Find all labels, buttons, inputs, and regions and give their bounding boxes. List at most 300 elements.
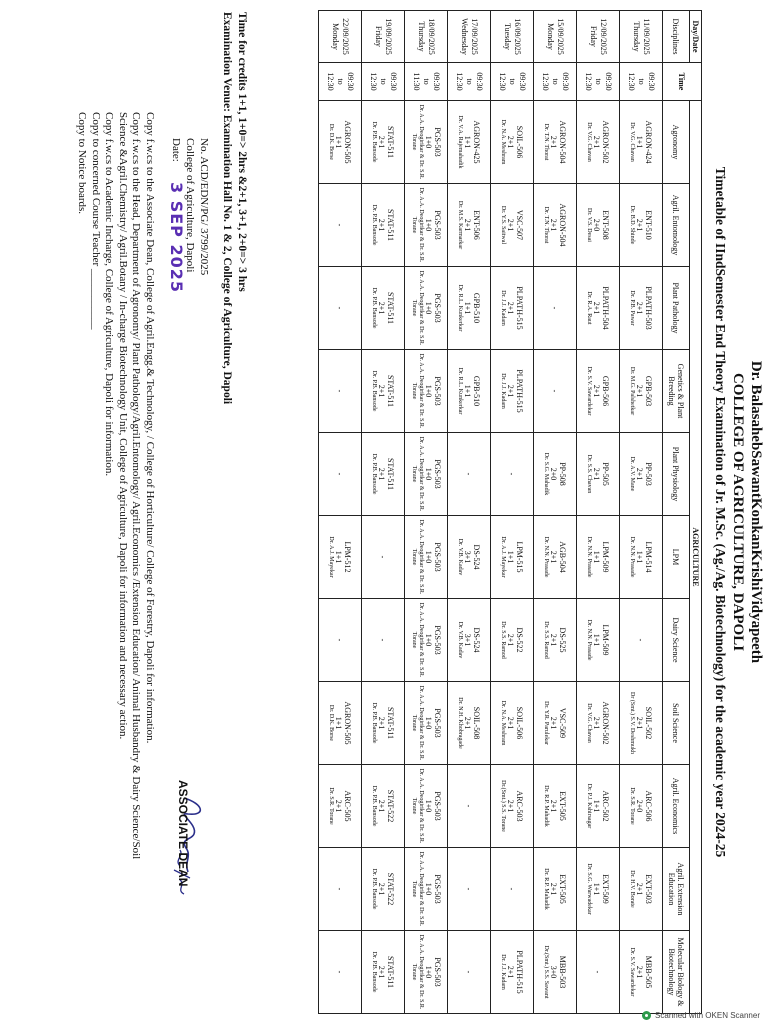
course-cell: [577, 599, 620, 682]
course-credits: 2+1: [377, 882, 387, 896]
course-credits: 2+1: [592, 716, 602, 730]
course-credits: 1+1: [334, 135, 344, 149]
course-credits: 2+1: [506, 965, 516, 979]
course-instructor: Dr. J.J. Kadam: [500, 954, 507, 990]
course-cell: [405, 931, 448, 1014]
course-code: PGS-503: [433, 874, 442, 904]
course-code: PGS-503: [433, 791, 442, 821]
course-code: STAT-511: [386, 208, 396, 242]
course-credits: 2+1: [377, 965, 387, 979]
exam-day: Friday: [589, 26, 598, 47]
course-code: PGS-503: [433, 542, 442, 572]
time-cell: [319, 63, 362, 101]
course-code: STAT-522: [386, 789, 396, 823]
course-code: SOIL-502: [644, 706, 654, 740]
date-label: Date:: [170, 138, 182, 162]
course-cell: [491, 682, 534, 765]
course-credits: 1+1: [635, 550, 645, 564]
no-exam-dash: -: [335, 306, 345, 310]
course-credits: 1+1: [463, 135, 473, 149]
copy-line: Copy f.w.cs to the Associate Dean, College of Agril.Engg.& Technology, / College of Horticulture/ College of Forestry, Dapoli for information.: [144, 112, 156, 744]
course-cell: [362, 433, 405, 516]
course-cell: [448, 101, 491, 184]
exam-day: Tuesday: [503, 23, 512, 50]
scanner-watermark: [642, 1011, 760, 1020]
no-exam-dash: -: [507, 472, 517, 476]
course-credits: 2+1: [635, 301, 645, 315]
course-credits: 2+1: [635, 716, 645, 730]
course-cell: [534, 184, 577, 267]
course-instructor: Dr. V.B. Kadav: [457, 538, 464, 576]
table-row: [577, 11, 620, 1014]
course-instructor: Dr. D.K. Borse: [328, 123, 335, 161]
exam-date: 16/09/2025: [513, 18, 522, 55]
time-cell: [405, 63, 448, 101]
course-instructor: Dr. A.A. Deogirikar & Dr. S.R. Torane: [411, 934, 424, 1010]
course-credits: 1+0: [424, 799, 433, 813]
course-cell: [405, 101, 448, 184]
course-credits: 1+1: [334, 716, 344, 730]
course-cell: [534, 765, 577, 848]
time-header: Time: [663, 63, 702, 101]
course-instructor: Dr. A.A. Deogirikar & Dr. S.R. Torane: [411, 104, 424, 180]
course-cell: [319, 350, 362, 433]
time-cell: [620, 63, 663, 101]
course-cell: [491, 931, 534, 1014]
course-cell: [448, 931, 491, 1014]
course-instructor: Dr. A.A. Deogirikar & Dr. S.R. Torane: [411, 685, 424, 761]
day-date-cell: [534, 11, 577, 63]
course-cell: [577, 184, 620, 267]
college-name: COLLEGE OF AGRICULTURE, DAPOLI: [730, 372, 746, 652]
course-code: ARC-502: [601, 790, 611, 822]
table-row: [362, 11, 405, 1014]
no-exam-dash: -: [378, 555, 388, 559]
course-credits: 2+1: [377, 716, 387, 730]
course-credits: 2+1: [635, 965, 645, 979]
course-instructor: Dr. A.A. Deogirikar & Dr. S.R. Torane: [411, 353, 424, 429]
course-credits: 2+1: [549, 550, 559, 564]
day-date-cell: [620, 11, 663, 63]
course-instructor: Dr. S.G. Warwadekar: [586, 863, 593, 915]
course-cell: [620, 848, 663, 931]
course-code: PGS-503: [433, 957, 442, 987]
course-credits: 2+1: [506, 301, 516, 315]
course-code: LPM-509: [601, 624, 611, 656]
course-credits: 3+1: [463, 633, 473, 647]
course-instructor: Dr. Y.S. Saitwal: [500, 205, 507, 245]
course-cell: [620, 516, 663, 599]
course-cell: [491, 101, 534, 184]
table-row: [491, 11, 534, 1014]
university-name: Dr. BalasahebSawantKonkanKrishiVidyapeeth: [748, 360, 764, 664]
no-exam-dash: -: [464, 804, 474, 808]
course-cell: [319, 516, 362, 599]
exam-date: 19/09/2025: [384, 18, 393, 55]
course-instructor: Dr. A.A. Deogirikar & Dr. S.R. Torane: [411, 187, 424, 263]
course-code: PGS-503: [433, 293, 442, 323]
course-cell: [534, 848, 577, 931]
agriculture-group-header: AGRICULTURE: [690, 101, 702, 1014]
course-credits: 1+0: [424, 965, 433, 979]
course-instructor: Dr. P.B. Bansode: [371, 785, 378, 827]
course-code: PLPATH-515: [515, 286, 525, 330]
disciplines-header: Disciplines: [663, 11, 690, 63]
course-code: AGB-504: [558, 541, 568, 573]
course-cell: [620, 267, 663, 350]
course-credits: 2+1: [463, 218, 473, 232]
course-credits: 3+0: [549, 965, 559, 979]
course-instructor: Dr. N.N. Prasade: [543, 536, 550, 578]
discipline-header: Agril. Extension Education: [663, 848, 690, 931]
course-cell: [534, 682, 577, 765]
course-cell: [448, 433, 491, 516]
scanner-label: Scanned with OKEN Scanner: [655, 1011, 760, 1020]
no-exam-dash: -: [335, 223, 345, 227]
time-line: to: [336, 78, 345, 85]
course-code: AGRON-504: [558, 203, 568, 247]
course-instructor: Dr. V.G. Chavan: [586, 122, 593, 162]
course-credits: 2+0: [635, 799, 645, 813]
course-credits: 2+1: [635, 882, 645, 896]
course-cell: [362, 101, 405, 184]
discipline-header: Genetics & Plant Breeding: [663, 350, 690, 433]
time-line: 12:30: [584, 72, 593, 91]
course-code: PLPATH-504: [601, 286, 611, 330]
course-code: PGS-503: [433, 376, 442, 406]
associate-dean-designation: ASSOCIATE DEAN: [176, 780, 190, 887]
course-code: AGRON-502: [601, 701, 611, 745]
time-line: 09:30: [647, 72, 656, 91]
course-instructor: Dr. J.J. Kadam: [500, 290, 507, 326]
course-cell: [577, 101, 620, 184]
course-credits: 2+1: [549, 716, 559, 730]
course-instructor: Dr. S.V. Sawardekar: [586, 366, 593, 416]
course-instructor: Dr. P.J. Kshirsagar: [586, 783, 593, 829]
course-instructor: Dr. V.G. Chavan: [586, 703, 593, 743]
course-credits: 2+1: [592, 467, 602, 481]
exam-day: Monday: [546, 23, 555, 50]
time-line: to: [465, 78, 474, 85]
course-credits: 1+1: [592, 799, 602, 813]
course-cell: [577, 516, 620, 599]
course-code: STAT-511: [386, 291, 396, 325]
course-cell: [491, 184, 534, 267]
course-credits: 2+1: [549, 799, 559, 813]
course-cell: [448, 682, 491, 765]
course-cell: [405, 848, 448, 931]
course-instructor: Dr. P.B. Bansode: [371, 868, 378, 910]
no-exam-dash: -: [636, 638, 646, 642]
time-line: 09:30: [604, 72, 613, 91]
course-credits: 1+1: [463, 384, 473, 398]
course-instructor: Dr. P.B. Bansode: [371, 204, 378, 246]
oken-scanner-logo-icon: [642, 1011, 651, 1020]
course-cell: [362, 765, 405, 848]
course-cell: [362, 184, 405, 267]
day-date-cell: [362, 11, 405, 63]
course-cell: [491, 765, 534, 848]
course-credits: 1+0: [424, 550, 433, 564]
course-cell: [362, 516, 405, 599]
course-code: LPM-509: [601, 541, 611, 573]
course-cell: [577, 682, 620, 765]
course-cell: [319, 184, 362, 267]
course-credits: 1+0: [424, 218, 433, 232]
course-cell: [405, 765, 448, 848]
course-code: AGRON-425: [472, 120, 482, 164]
day-date-header: Day/Date: [690, 11, 702, 63]
course-instructor: Dr. P.B. Bansode: [371, 453, 378, 495]
course-credits: 2+1: [549, 135, 559, 149]
course-cell: [577, 848, 620, 931]
no-exam-dash: -: [335, 389, 345, 393]
course-credits: 2+1: [635, 467, 645, 481]
course-code: DS-524: [472, 627, 482, 653]
course-code: STAT-511: [386, 955, 396, 989]
day-date-cell: [577, 11, 620, 63]
time-line: 11:30: [412, 72, 421, 91]
course-code: AGRON-424: [644, 120, 654, 164]
course-instructor: Dr. A.A. Deogirikar & Dr. S.R. Torane: [411, 851, 424, 927]
course-code: PGS-503: [433, 625, 442, 655]
time-cell: [577, 63, 620, 101]
time-line: 09:30: [475, 72, 484, 91]
course-instructor: Dr. T.N. Thorat: [543, 206, 550, 244]
day-date-cell: [405, 11, 448, 63]
course-credits: 2+1: [635, 384, 645, 398]
time-line: 12:30: [326, 72, 335, 91]
course-credits: 2+1: [377, 218, 387, 232]
exam-day: Thursday: [417, 21, 426, 52]
exam-day: Wednesday: [460, 18, 469, 55]
time-line: 09:30: [432, 72, 441, 91]
no-exam-dash: -: [550, 306, 560, 310]
timetable-body: [319, 11, 663, 1014]
course-instructor: Dr. V.A. Rajemahadik: [457, 115, 464, 169]
no-exam-dash: -: [335, 638, 345, 642]
course-code: STAT-511: [386, 125, 396, 159]
copy-distribution-list: [75, 112, 156, 892]
course-code: ENT-508: [601, 210, 611, 240]
time-cell: [491, 63, 534, 101]
discipline-header: Molecular Biology & Biotechnology: [663, 931, 690, 1014]
course-cell: [448, 599, 491, 682]
course-code: ARC-505: [343, 790, 353, 822]
course-code: EXT-505: [558, 874, 568, 904]
course-cell: [362, 931, 405, 1014]
course-instructor: Dr. D.K. Borse: [328, 704, 335, 742]
time-line: 12:30: [498, 72, 507, 91]
course-credits: 1+0: [424, 716, 433, 730]
course-code: PLPATH-515: [515, 369, 525, 413]
course-credits: 1+0: [424, 301, 433, 315]
course-cell: [620, 682, 663, 765]
course-instructor: Dr. N.A. Meshram: [500, 119, 507, 165]
course-cell: [319, 599, 362, 682]
time-for-credits-note: Time for credits 1+1, 1+0=> 2hrs &2+1, 3+1, 2+0=> 3 hrs: [236, 12, 248, 292]
course-cell: [319, 931, 362, 1014]
exam-date: 15/09/2025: [556, 18, 565, 55]
course-instructor: Dr. R.L. Kunkerkar: [457, 367, 464, 415]
course-credits: 2+1: [549, 633, 559, 647]
course-code: SOIL-508: [472, 706, 482, 740]
time-line: 09:30: [389, 72, 398, 91]
course-code: PGS-503: [433, 708, 442, 738]
course-credits: 2+1: [592, 301, 602, 315]
no-exam-dash: -: [464, 970, 474, 974]
no-exam-dash: -: [335, 472, 345, 476]
course-code: ENT-506: [472, 210, 482, 240]
exam-date: 22/09/2025: [341, 18, 350, 55]
course-code: STAT-522: [386, 872, 396, 906]
table-row: [534, 11, 577, 1014]
course-credits: 2+1: [463, 716, 473, 730]
course-code: LPM-512: [343, 541, 353, 573]
copy-line: Copy f.w.cs to the Head, Department of Agronomy/ Plant Pathology/Agril.Entomology/ Agril.Economics /Extension Education/ Animal Husbandry & Dairy Science/Soil Science &Agril.Chemistry/ Agril.Botany / In-charge Biotechnology Unit, College of Agriculture, Dapoli for information and necessary action.: [117, 112, 143, 860]
course-cell: [405, 516, 448, 599]
course-cell: [620, 184, 663, 267]
course-cell: [534, 101, 577, 184]
time-line: to: [637, 78, 646, 85]
course-cell: [319, 267, 362, 350]
course-cell: [577, 765, 620, 848]
no-exam-dash: -: [335, 887, 345, 891]
course-credits: 2+1: [377, 301, 387, 315]
course-code: ARC-506: [644, 790, 654, 822]
course-code: PLPATH-503: [644, 286, 654, 330]
time-line: 09:30: [518, 72, 527, 91]
course-credits: 2+0: [549, 467, 559, 481]
discipline-header: Soil Science: [663, 682, 690, 765]
discipline-header: Plant Pathology: [663, 267, 690, 350]
course-cell: [405, 350, 448, 433]
table-group-header-row: [690, 11, 702, 1014]
day-date-cell: [448, 11, 491, 63]
course-credits: 1+1: [592, 633, 602, 647]
course-code: STAT-511: [386, 374, 396, 408]
course-cell: [534, 516, 577, 599]
course-code: LPM-515: [515, 541, 525, 573]
time-line: to: [594, 78, 603, 85]
course-credits: 2+1: [549, 218, 559, 232]
course-credits: 1+1: [334, 550, 344, 564]
no-exam-dash: -: [550, 389, 560, 393]
course-cell: [362, 848, 405, 931]
course-code: EXT-509: [601, 874, 611, 904]
course-cell: [448, 516, 491, 599]
course-code: DS-524: [472, 544, 482, 570]
date-stamp: 3 SEP 2025: [167, 182, 186, 293]
course-cell: [319, 433, 362, 516]
course-credits: 2+1: [377, 384, 387, 398]
course-cell: [362, 350, 405, 433]
course-instructor: Dr. A.A. Deogirikar & Dr. S.R. Torane: [411, 270, 424, 346]
exam-day: Monday: [331, 23, 340, 50]
exam-day: Thursday: [632, 21, 641, 52]
course-code: AGRON-504: [558, 120, 568, 164]
course-code: GPB-506: [601, 375, 611, 407]
course-cell: [577, 267, 620, 350]
course-cell: [362, 599, 405, 682]
exam-date: 17/09/2025: [470, 18, 479, 55]
course-instructor: Dr. A.A. Deogirikar & Dr. S.R. Torane: [411, 436, 424, 512]
course-credits: 1+0: [424, 882, 433, 896]
course-instructor: Dr. S.S. Ramod: [500, 621, 507, 659]
course-credits: 2+1: [506, 135, 516, 149]
course-cell: [491, 350, 534, 433]
course-instructor: Dr. N.A. Meshram: [500, 700, 507, 746]
course-instructor: Dr. R.P. Mahadik: [543, 785, 550, 827]
time-line: 12:30: [541, 72, 550, 91]
course-credits: 2+1: [377, 467, 387, 481]
time-line: 12:30: [369, 72, 378, 91]
course-cell: [448, 267, 491, 350]
course-instructor: Dr. R.P. Mahadik: [543, 868, 550, 910]
course-code: PGS-503: [433, 210, 442, 240]
course-instructor: Dr. V.G. Chavan: [629, 122, 636, 162]
course-cell: [319, 682, 362, 765]
course-code: SOIL-506: [515, 706, 525, 740]
course-credits: 2+1: [592, 384, 602, 398]
course-code: EXT-505: [558, 791, 568, 821]
course-instructor: Dr. R.A. Raut: [586, 291, 593, 325]
time-cell: [534, 63, 577, 101]
course-cell: [620, 599, 663, 682]
course-instructor: Dr. J.J. Kadam: [500, 373, 507, 409]
course-instructor: Dr. A.V. Mane: [629, 456, 636, 492]
course-instructor: Dr. M.G. Palshetkar: [629, 366, 636, 416]
course-cell: [491, 599, 534, 682]
course-cell: [448, 765, 491, 848]
no-exam-dash: -: [507, 887, 517, 891]
course-cell: [534, 599, 577, 682]
course-cell: [405, 599, 448, 682]
course-cell: [577, 350, 620, 433]
issuing-college: College of Agriculture, Dapoli: [184, 138, 196, 273]
course-instructor: Dr. A.A. Deogirikar & Dr. S.R. Torane: [411, 602, 424, 678]
course-instructor: Dr. S.R. Torane: [629, 787, 636, 825]
course-instructor: Dr. S.R. Torane: [328, 787, 335, 825]
time-line: to: [551, 78, 560, 85]
course-credits: 1+1: [506, 550, 516, 564]
course-instructor: Dr. S.V. Sawardekar: [629, 947, 636, 997]
day-date-cell: [319, 11, 362, 63]
copy-line: Copy f.w.cs to Academic Incharge, College of Agriculture, Dapoli for information.: [103, 112, 116, 477]
course-credits: 2+1: [635, 218, 645, 232]
course-cell: [620, 101, 663, 184]
course-credits: 2+1: [334, 799, 344, 813]
course-code: PP-505: [601, 462, 611, 486]
course-instructor: Dr. A.J. Mayekar: [328, 536, 335, 578]
time-line: to: [379, 78, 388, 85]
no-exam-dash: -: [335, 970, 345, 974]
course-instructor: Dr (Smt.) S.V. Deshmukh: [629, 692, 636, 754]
course-code: PP-503: [644, 462, 654, 486]
course-instructor: Dr. N.N. Prasade: [586, 619, 593, 661]
course-credits: 1+1: [463, 301, 473, 315]
course-instructor: Dr. V.S. Desai: [586, 208, 593, 242]
course-instructor: Dr. P.B. Bansode: [371, 951, 378, 993]
time-line: 09:30: [561, 72, 570, 91]
table-row: [620, 11, 663, 1014]
course-cell: [319, 101, 362, 184]
course-instructor: Dr. V.B. Kadav: [457, 621, 464, 659]
course-instructor: Dr. P.B. Bansode: [371, 121, 378, 163]
copy-line: Copy to Notice boards.: [76, 112, 89, 215]
course-instructor: Dr. N.N. Prasade: [586, 536, 593, 578]
course-code: VSC-507: [515, 209, 525, 241]
